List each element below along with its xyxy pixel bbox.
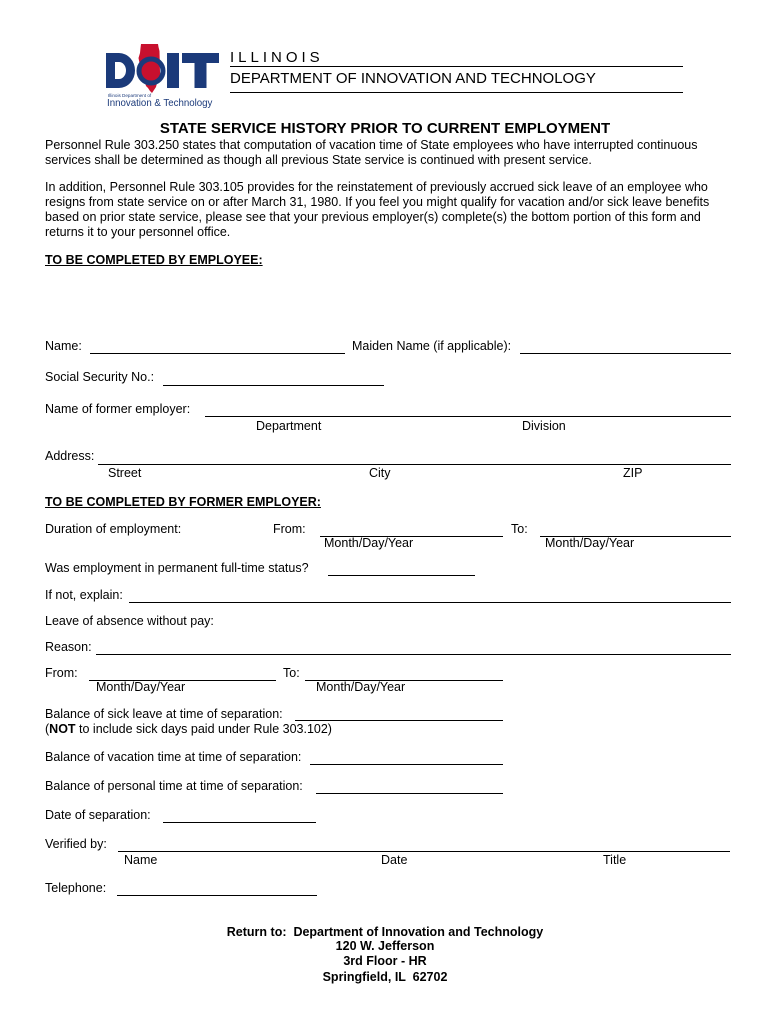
sick-note-emphasis: NOT xyxy=(49,722,76,736)
intro-paragraph-2-line: In addition, Personnel Rule 303.105 provides for the reinstatement of previously accrued sick leave of an employee who xyxy=(45,180,708,194)
verifier-title-caption: Title xyxy=(603,853,627,867)
duration-from-date-field[interactable] xyxy=(320,523,503,537)
agency-name: DEPARTMENT OF INNOVATION AND TECHNOLOGY xyxy=(230,70,596,87)
date-format-caption: Month/Day/Year xyxy=(316,680,406,694)
intro-paragraph-2-line: resigns from state service on or after March 31, 1980. If you feel you might qualify for vacation and/or sick leave benefits xyxy=(45,195,710,209)
name-field[interactable] xyxy=(90,340,345,354)
city-caption: City xyxy=(369,466,391,480)
leave-of-absence-label: Leave of absence without pay: xyxy=(45,614,214,628)
separation-date-label: Date of separation: xyxy=(45,808,151,822)
verifier-name-caption: Name xyxy=(124,853,158,867)
reason-label: Reason: xyxy=(45,640,92,654)
ssn-label: Social Security No.: xyxy=(45,370,155,384)
logo-letter-i xyxy=(167,53,179,88)
address-label: Address: xyxy=(45,449,95,463)
reason-field[interactable] xyxy=(96,641,731,655)
sick-balance-field[interactable] xyxy=(295,707,503,721)
intro-paragraph-2-line: returns it to your personnel office. xyxy=(45,225,231,239)
maiden-name-label: Maiden Name (if applicable): xyxy=(352,339,512,353)
verifier-date-caption: Date xyxy=(381,853,408,867)
explain-field[interactable] xyxy=(129,589,731,603)
former-employer-field[interactable] xyxy=(205,403,731,417)
ssn-field[interactable] xyxy=(163,372,384,386)
date-format-caption: Month/Day/Year xyxy=(545,536,635,550)
fulltime-question: Was employment in permanent full-time status? xyxy=(45,561,309,575)
department-caption: Department xyxy=(256,419,322,433)
return-to-line: Return to: Department of Innovation and Technology xyxy=(226,925,544,939)
zip-caption: ZIP xyxy=(623,466,643,480)
personal-balance-label: Balance of personal time at time of separation: xyxy=(45,779,303,793)
logo-tagline-small: Illinois Department of xyxy=(108,93,152,98)
duration-from-label: From: xyxy=(273,522,306,536)
former-employer-label: Name of former employer: xyxy=(45,402,191,416)
leave-from-label: From: xyxy=(45,666,78,680)
form-title: STATE SERVICE HISTORY PRIOR TO CURRENT EMPLOYMENT xyxy=(159,120,611,137)
telephone-field[interactable] xyxy=(117,882,317,896)
explain-label: If not, explain: xyxy=(45,588,123,602)
logo-letter-t-stem xyxy=(195,53,207,88)
intro-paragraph-1-line: services shall be determined as though all previous State service is continued with present service. xyxy=(45,153,592,167)
employee-section-heading: TO BE COMPLETED BY EMPLOYEE: xyxy=(45,253,263,267)
intro-paragraph-1-line: Personnel Rule 303.250 states that computation of vacation time of State employees who have interrupted continuous xyxy=(45,138,698,152)
verified-by-label: Verified by: xyxy=(45,837,107,851)
street-caption: Street xyxy=(108,466,142,480)
return-street: 120 W. Jefferson xyxy=(335,939,435,953)
separation-date-field[interactable] xyxy=(163,809,316,823)
duration-label: Duration of employment: xyxy=(45,522,182,536)
state-name: ILLINOIS xyxy=(230,49,324,66)
division-caption: Division xyxy=(522,419,566,433)
sick-note-rest: to include sick days paid under Rule 303.102) xyxy=(75,722,332,736)
duration-to-label: To: xyxy=(511,522,528,536)
return-city: Springfield, IL 62702 xyxy=(322,970,448,984)
fulltime-status-field[interactable] xyxy=(328,562,475,576)
logo-tagline: Innovation & Technology xyxy=(107,98,213,109)
verified-by-field[interactable] xyxy=(118,838,730,852)
date-format-caption: Month/Day/Year xyxy=(324,536,414,550)
sick-balance-note xyxy=(45,722,332,737)
sick-note-open: ( xyxy=(45,722,50,736)
duration-to-date-field[interactable] xyxy=(540,523,731,537)
maiden-name-field[interactable] xyxy=(520,340,731,354)
agency-underline xyxy=(230,92,683,93)
intro-paragraph-2-line: based on prior state service, please see that your previous employer(s) complete(s) the bottom portion of this form and xyxy=(45,210,701,224)
employer-section-heading: TO BE COMPLETED BY FORMER EMPLOYER: xyxy=(45,495,321,509)
leave-to-label: To: xyxy=(283,666,300,680)
vacation-balance-label: Balance of vacation time at time of separation: xyxy=(45,750,302,764)
return-floor: 3rd Floor - HR xyxy=(343,954,427,968)
name-label: Name: xyxy=(45,339,82,353)
leave-to-date-field[interactable] xyxy=(305,667,503,681)
vacation-balance-field[interactable] xyxy=(310,751,503,765)
doit-logo xyxy=(100,42,222,110)
address-field[interactable] xyxy=(98,451,731,465)
logo-letter-d xyxy=(106,53,135,88)
state-underline xyxy=(230,66,683,67)
leave-from-date-field[interactable] xyxy=(89,667,276,681)
telephone-label: Telephone: xyxy=(45,881,107,895)
personal-balance-field[interactable] xyxy=(316,780,503,794)
sick-balance-label: Balance of sick leave at time of separation: xyxy=(45,707,283,721)
date-format-caption: Month/Day/Year xyxy=(96,680,186,694)
